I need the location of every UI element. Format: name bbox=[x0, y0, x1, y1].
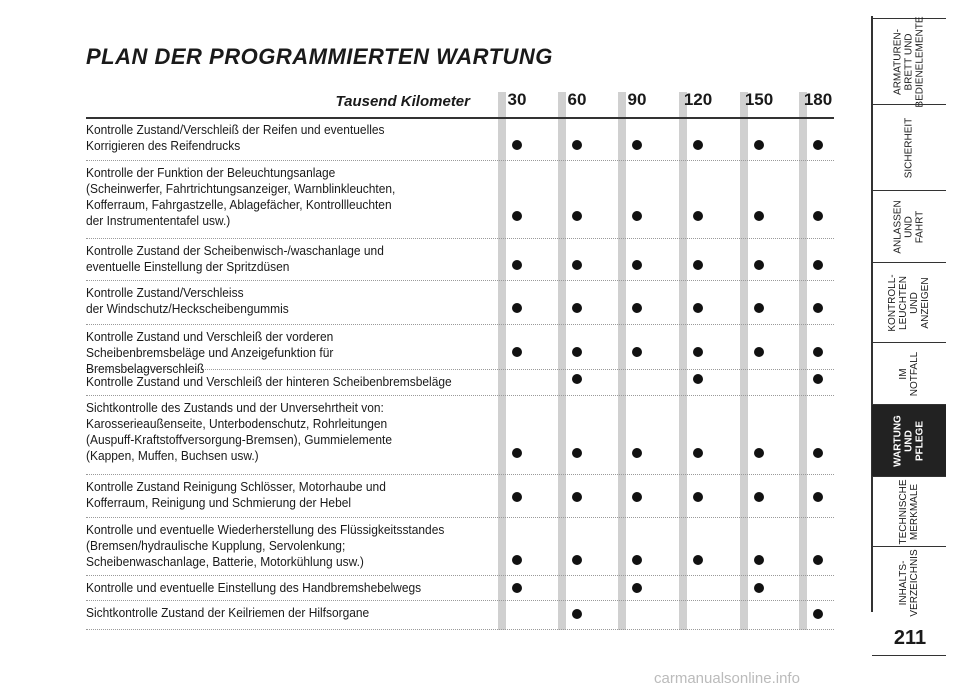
page-number: 211 bbox=[893, 627, 927, 649]
service-mark-dot bbox=[512, 492, 522, 502]
service-mark-dot bbox=[512, 211, 522, 221]
service-mark-dot bbox=[632, 260, 642, 270]
service-mark-dot bbox=[572, 374, 582, 384]
table-row bbox=[86, 370, 834, 396]
service-mark-dot bbox=[632, 492, 642, 502]
section-tab-label: IM NOTFALL bbox=[898, 351, 920, 396]
section-tab-label: ARMATUREN- BRETT UND BEDIENELEMENTE bbox=[892, 15, 926, 108]
km-column-header: 150 bbox=[744, 90, 774, 109]
page-title: PLAN DER PROGRAMMIERTEN WARTUNG bbox=[86, 44, 553, 69]
service-mark-dot bbox=[813, 140, 823, 150]
service-mark-dot bbox=[512, 583, 522, 593]
km-column-header: 90 bbox=[627, 90, 647, 109]
section-tab-label: TECHNISCHE MERKMALE bbox=[898, 478, 920, 545]
service-mark-dot bbox=[813, 555, 823, 565]
service-mark-dot bbox=[693, 347, 703, 357]
task-description: Kontrolle und eventuelle Einstellung des Handbremshebelwegs bbox=[86, 580, 422, 595]
service-mark-dot bbox=[693, 260, 703, 270]
task-description: Kontrolle der Funktion der Beleuchtungsanlage (Scheinwerfer, Fahrtrichtungsanzeiger, Warnblinkleuchten, Kofferraum, Fahrgastzelle, Ablagefächer, Kontrollleuchten der Instrumententafel usw.) bbox=[86, 165, 396, 228]
service-mark-dot bbox=[813, 211, 823, 221]
table-row bbox=[86, 161, 834, 239]
table-row bbox=[86, 518, 834, 576]
service-mark-dot bbox=[632, 555, 642, 565]
service-mark-dot bbox=[572, 140, 582, 150]
service-mark-dot bbox=[512, 448, 522, 458]
service-mark-dot bbox=[512, 347, 522, 357]
service-mark-dot bbox=[813, 303, 823, 313]
service-mark-dot bbox=[632, 583, 642, 593]
service-mark-dot bbox=[693, 140, 703, 150]
task-description: Kontrolle Zustand und Verschleiß der vorderen Scheibenbremsbeläge und Anzeigefunktion für Bremsbelagverschleiß bbox=[86, 329, 334, 376]
service-mark-dot bbox=[693, 303, 703, 313]
section-tab[interactable] bbox=[872, 15, 946, 108]
service-mark-dot bbox=[572, 260, 582, 270]
task-description: Kontrolle und eventuelle Wiederherstellung des Flüssigkeitsstandes (Bremsen/hydraulische Kupplung, Servolenkung; Scheibenwaschanlage, Batterie, Motorkühlung usw.) bbox=[86, 522, 445, 569]
service-mark-dot bbox=[813, 492, 823, 502]
service-mark-dot bbox=[693, 492, 703, 502]
column-header: Tausend Kilometer bbox=[335, 93, 470, 110]
service-mark-dot bbox=[632, 303, 642, 313]
service-mark-dot bbox=[632, 140, 642, 150]
section-tab[interactable] bbox=[872, 262, 946, 342]
section-tab-label: SICHERHEIT bbox=[903, 117, 915, 178]
service-mark-dot bbox=[754, 555, 764, 565]
service-mark-dot bbox=[512, 303, 522, 313]
service-mark-dot bbox=[632, 211, 642, 221]
service-mark-dot bbox=[813, 374, 823, 384]
service-mark-dot bbox=[813, 260, 823, 270]
task-description: Kontrolle Zustand/Verschleiss der Windschutz/Heckscheibengummis bbox=[86, 285, 289, 316]
task-description: Kontrolle Zustand der Scheibenwisch-/waschanlage und eventuelle Einstellung der Spritzdüsen bbox=[86, 243, 384, 274]
km-column-header: 60 bbox=[567, 90, 587, 109]
service-mark-dot bbox=[572, 347, 582, 357]
service-mark-dot bbox=[572, 555, 582, 565]
service-mark-dot bbox=[572, 211, 582, 221]
table-row bbox=[86, 239, 834, 281]
table-row bbox=[86, 325, 834, 376]
km-column-header: 30 bbox=[507, 90, 527, 109]
section-tab[interactable] bbox=[872, 104, 946, 190]
service-mark-dot bbox=[813, 347, 823, 357]
service-mark-dot bbox=[512, 555, 522, 565]
service-mark-dot bbox=[693, 555, 703, 565]
service-mark-dot bbox=[754, 448, 764, 458]
table-row bbox=[86, 396, 834, 475]
table-row bbox=[86, 281, 834, 325]
section-tab[interactable] bbox=[872, 342, 946, 404]
service-mark-dot bbox=[693, 448, 703, 458]
km-column-header: 180 bbox=[803, 90, 833, 109]
service-mark-dot bbox=[754, 140, 764, 150]
page-number-divider bbox=[872, 655, 946, 656]
table-row bbox=[86, 475, 834, 518]
section-tab-label: ANLASSEN UND FAHRT bbox=[892, 199, 926, 254]
service-mark-dot bbox=[813, 448, 823, 458]
section-tab-label: KONTROLL- LEUCHTEN UND ANZEIGEN bbox=[887, 273, 931, 332]
service-mark-dot bbox=[813, 609, 823, 619]
task-description: Kontrolle Zustand/Verschleiß der Reifen und eventuelles Korrigieren des Reifendrucks bbox=[86, 122, 385, 153]
service-mark-dot bbox=[693, 211, 703, 221]
service-mark-dot bbox=[754, 211, 764, 221]
table-row bbox=[86, 118, 834, 161]
task-description: Sichtkontrolle des Zustands und der Unversehrtheit von: Karosserieaußenseite, Unterbodenschutz, Rohrleitungen (Auspuff-Kraftstoffversorgung-Bremsen), Gummielemente (Kappen, Muffen, Buchsen usw.) bbox=[86, 400, 393, 463]
task-description: Sichtkontrolle Zustand der Keilriemen der Hilfsorgane bbox=[86, 605, 370, 620]
table-row bbox=[86, 601, 834, 630]
section-tab-label: INHALTS- VERZEICHNIS bbox=[898, 548, 920, 617]
service-mark-dot bbox=[754, 260, 764, 270]
section-tab[interactable] bbox=[872, 546, 946, 618]
section-tab[interactable] bbox=[872, 190, 946, 262]
task-description: Kontrolle Zustand Reinigung Schlösser, Motorhaube und Kofferraum, Reinigung und Schmierung der Hebel bbox=[86, 479, 386, 510]
service-mark-dot bbox=[512, 260, 522, 270]
service-mark-dot bbox=[512, 140, 522, 150]
service-mark-dot bbox=[572, 303, 582, 313]
service-mark-dot bbox=[754, 583, 764, 593]
section-tab[interactable] bbox=[872, 404, 946, 476]
service-mark-dot bbox=[632, 347, 642, 357]
watermark: carmanualsonline.info bbox=[654, 670, 800, 687]
service-mark-dot bbox=[754, 303, 764, 313]
task-description: Kontrolle Zustand und Verschleiß der hinteren Scheibenbremsbeläge bbox=[86, 374, 452, 389]
km-column-header: 120 bbox=[683, 90, 713, 109]
service-mark-dot bbox=[693, 374, 703, 384]
table-row bbox=[86, 576, 834, 601]
service-mark-dot bbox=[572, 609, 582, 619]
service-mark-dot bbox=[572, 492, 582, 502]
service-mark-dot bbox=[754, 492, 764, 502]
service-mark-dot bbox=[754, 347, 764, 357]
section-tab-label: WARTUNG UND PFLEGE bbox=[892, 414, 926, 467]
service-mark-dot bbox=[572, 448, 582, 458]
service-mark-dot bbox=[632, 448, 642, 458]
section-tab[interactable] bbox=[872, 476, 946, 546]
